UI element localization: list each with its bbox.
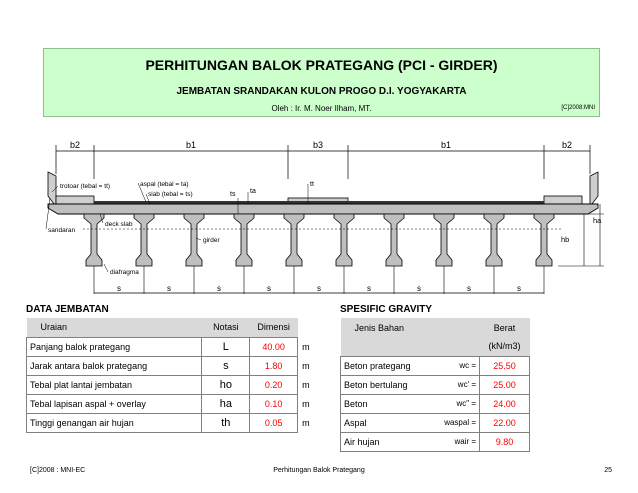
- berat-cell: 25.50: [480, 356, 530, 375]
- simbol-cell: wair =: [432, 432, 480, 451]
- railing-left: [48, 172, 56, 204]
- page-subtitle: JEMBATAN SRANDAKAN KULON PROGO D.I. YOGYAKARTA: [176, 86, 467, 97]
- spacing-label: s: [117, 284, 121, 293]
- title-banner: [43, 48, 600, 117]
- simbol-cell: wc =: [432, 356, 480, 375]
- top-dimension-line: [56, 145, 590, 179]
- uraian-cell: Tebal lapisan aspal + overlay: [27, 394, 202, 413]
- page-number: 25: [604, 467, 612, 474]
- col-berat: Berat: [480, 318, 530, 337]
- notasi-cell: ho: [202, 375, 250, 394]
- label-deck-slab: deck slab: [105, 221, 133, 228]
- unit-cell: m: [302, 379, 310, 390]
- deck-slab: [48, 204, 598, 214]
- girder-2: [134, 214, 154, 266]
- table-row: [341, 375, 530, 394]
- simbol-cell: wc' =: [432, 375, 480, 394]
- label-girder: girder: [203, 237, 220, 244]
- berat-cell: 24.00: [480, 394, 530, 413]
- unit-cell: m: [302, 360, 310, 371]
- spacing-label: s: [517, 284, 521, 293]
- berat-cell: 9.80: [480, 432, 530, 451]
- label-hb: hb: [561, 235, 570, 244]
- dimensi-cell: 40.00: [250, 337, 298, 356]
- label-trotoar: trotoar (tebal = tt): [60, 183, 111, 190]
- spacing-label: s: [317, 284, 321, 293]
- notasi-cell: ha: [202, 394, 250, 413]
- berat-cell: 22.00: [480, 413, 530, 432]
- spacing-label: s: [367, 284, 371, 293]
- bahan-cell: Beton: [341, 394, 432, 413]
- simbol-cell: waspal =: [432, 413, 480, 432]
- dim-b2-right: b2: [561, 140, 573, 150]
- spacing-label: s: [467, 284, 471, 293]
- data-jembatan-heading: DATA JEMBATAN: [26, 304, 109, 315]
- dim-b1-left: b1: [185, 140, 197, 150]
- unit-cell: m: [302, 341, 310, 352]
- label-ha: ha: [593, 216, 602, 225]
- dimensi-cell: 0.20: [250, 375, 298, 394]
- col-jenis-bahan: Jenis Bahan: [341, 318, 480, 337]
- svg-text:b2: [70, 140, 80, 150]
- bahan-cell: Aspal: [341, 413, 432, 432]
- girder-5: [284, 214, 304, 266]
- data-jembatan-table: [26, 318, 326, 433]
- table-row: [341, 356, 530, 375]
- simbol-cell: wc" =: [432, 394, 480, 413]
- girder-group: [84, 214, 554, 266]
- unit-cell: m: [302, 398, 310, 409]
- girder-8: [434, 214, 454, 266]
- spacing-labels: [117, 284, 521, 293]
- svg-text:b1: [441, 140, 451, 150]
- col-dimensi: Dimensi: [250, 318, 298, 337]
- uraian-cell: Tinggi genangan air hujan: [27, 413, 202, 432]
- dimensi-cell: 0.10: [250, 394, 298, 413]
- uraian-cell: Panjang balok prategang: [27, 337, 202, 356]
- uraian-cell: Tebal plat lantai jembatan: [27, 375, 202, 394]
- author-line: Oleh : Ir. M. Noer Ilham, MT.: [271, 104, 372, 113]
- bahan-cell: Beton bertulang: [341, 375, 432, 394]
- girder-9: [484, 214, 504, 266]
- girder-4: [234, 214, 254, 266]
- table-row: [341, 432, 530, 451]
- footer-left: [C]2008 : MNI-EC: [30, 467, 86, 474]
- svg-text:b2: [562, 140, 572, 150]
- spacing-label: s: [417, 284, 421, 293]
- notasi-cell: th: [202, 413, 250, 432]
- dimensi-cell: 1.80: [250, 356, 298, 375]
- berat-cell: 25.00: [480, 375, 530, 394]
- spacing-label: s: [267, 284, 271, 293]
- label-slab: slab (tebal = ts): [148, 191, 193, 198]
- label-sandaran: sandaran: [48, 227, 76, 234]
- page-title: PERHITUNGAN BALOK PRATEGANG (PCI - GIRDER): [145, 57, 498, 73]
- table-row: [341, 413, 530, 432]
- table-header-row: [27, 318, 326, 337]
- copyright-mark: [C]2008:MNI: [561, 105, 595, 111]
- spacing-label: s: [167, 284, 171, 293]
- railing-right: [590, 172, 598, 204]
- svg-text:b1: [186, 140, 196, 150]
- sidewalk-right: [544, 196, 582, 204]
- svg-text:b3: [313, 140, 323, 150]
- dimensi-cell: 0.05: [250, 413, 298, 432]
- label-tt: tt: [310, 181, 314, 188]
- table-row: [27, 394, 326, 413]
- unit-cell: m: [302, 417, 310, 428]
- girder-7: [384, 214, 404, 266]
- table-row: [27, 337, 326, 356]
- notasi-cell: s: [202, 356, 250, 375]
- label-ta: ta: [250, 188, 256, 195]
- girder-10: [534, 214, 554, 266]
- specific-gravity-table: [340, 318, 530, 452]
- bridge-cross-section: [38, 134, 608, 294]
- table-row: [27, 375, 326, 394]
- girder-6: [334, 214, 354, 266]
- label-aspal: aspal (tebal = ta): [140, 181, 189, 188]
- bahan-cell: Beton prategang: [341, 356, 432, 375]
- label-diafragma: diafragma: [110, 269, 139, 276]
- uraian-cell: Jarak antara balok prategang: [27, 356, 202, 375]
- bahan-cell: Air hujan: [341, 432, 432, 451]
- berat-unit: (kN/m3): [480, 337, 530, 356]
- table-header-row: [341, 318, 530, 337]
- dim-b1-right: b1: [440, 140, 452, 150]
- dim-b3: b3: [312, 140, 324, 150]
- table-row: [27, 413, 326, 432]
- sidewalk-left: [56, 196, 94, 204]
- notasi-cell: L: [202, 337, 250, 356]
- spacing-label: s: [217, 284, 221, 293]
- unit-row: [341, 337, 530, 356]
- col-notasi: Notasi: [202, 318, 250, 337]
- spesific-gravity-heading: SPESIFIC GRAVITY: [340, 304, 433, 315]
- label-ts: ts: [230, 191, 236, 198]
- footer-center: Perhitungan Balok Prategang: [273, 467, 365, 474]
- table-row: [341, 394, 530, 413]
- table-row: [27, 356, 326, 375]
- col-uraian: Uraian: [27, 318, 202, 337]
- dim-b2-left: b2: [69, 140, 81, 150]
- girder-1: [84, 214, 104, 266]
